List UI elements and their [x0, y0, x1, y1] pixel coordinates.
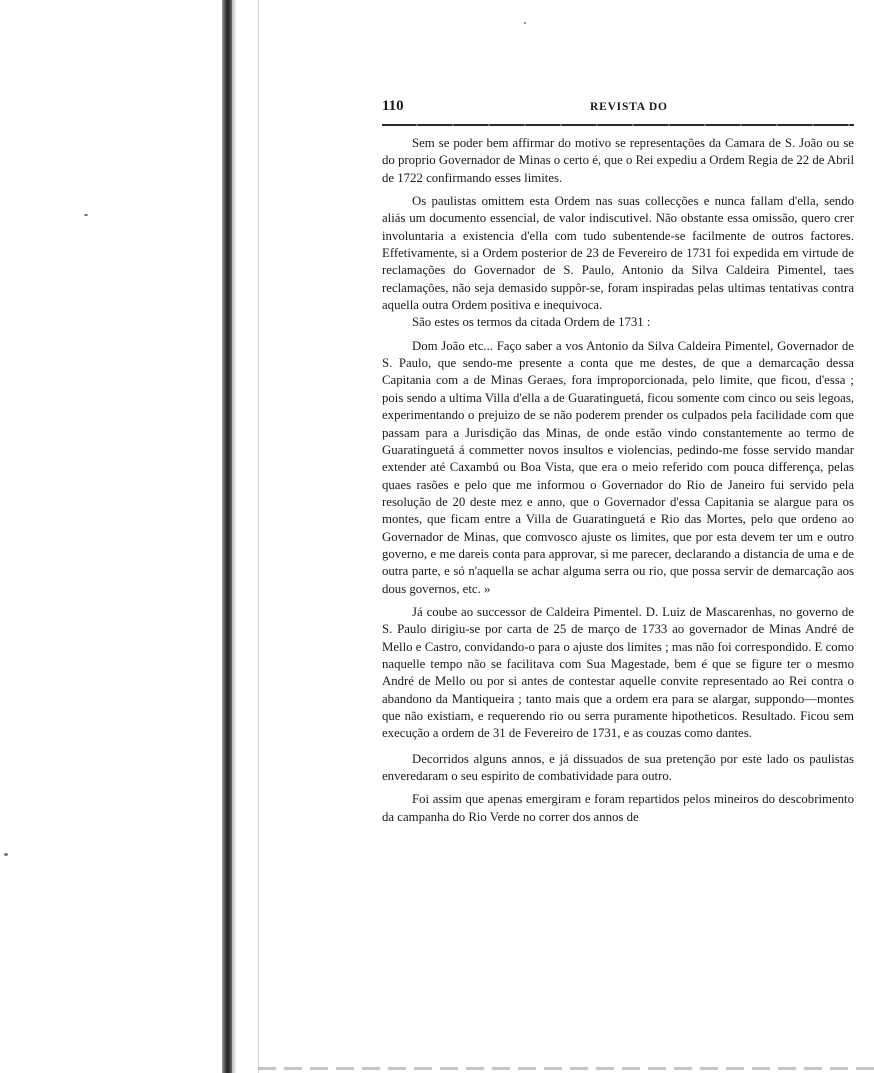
book-page: [382, 97, 854, 824]
page-bottom-edge: [258, 1067, 874, 1070]
quoted-order: Dom João etc... Faço saber a vos Antonio da Silva Caldeira Pimentel, Governador de S. Paulo, que sendo-me presente a conta que me destes, de que a demarcação dessa Capitania com a de Minas Geraes, fora improporcionada, pelo limite, que ficou, d'essa ; pois sendo a ultima Villa d'ella a de Guaratinguetá, ficou somente com cinco ou seis legoas, experimentando o prejuizo de se não poderem prender os culpados pela facilidade com que passam para a Jurisdição das Minas, de onde estão vindo constantemente ao termo de Guaratinguetá á commetter novos insultos e violencias, pedindo-me fosse servido mandar extender até Caxambú ou Boa Vista, que era o meio referido com pouca differença, pelas quaes rasões e pelo que me informou o Governador do Rio de Janeiro fui servido pela resolução de 20 deste mez e anno, que o Governador d'essa Capitania se alargue para os montes, que ficam entre a Villa de Guaratinguetá e Rio das Mortes, pelo que ordeno ao Governador de Minas, que comvosco ajuste os limites, que por esta devem ter um e outro governo, e me dareis conta para approvar, si me parecer, declarando a distancia de uma e de outra parte, e só n'aquella se achar alguma serra ou rio, que possa servir de demarcação aos dous governos, etc. »: [382, 338, 854, 596]
body-text: [382, 135, 854, 826]
paragraph: Os paulistas omittem esta Ordem nas suas collecções e nunca fallam d'ella, sendo aliás um documento essencial, de valor indiscutivel. Não obstante essa omissão, quero crer involuntaria a existencia d'ella com tudo subentende-se facilmente de outros factores. Effetivamente, si a Ordem posterior de 23 de Fevereiro de 1731 foi expedida em virtude de reclamações do Governador de S. Paulo, Antonio da Silva Caldeira Pimentel, taes reclamações, não seja demasido suppôr-se, foram inspiradas pelas ultimas tentativas contra aquella outra Ordem positiva e inequivoca.: [382, 194, 854, 313]
page-number: 110: [382, 98, 404, 114]
running-title: REVISTA DO: [590, 101, 668, 113]
scan-speck: [4, 853, 8, 856]
page-header: [382, 97, 854, 119]
paragraph: Já coube ao successor de Caldeira Pimentel. D. Luiz de Mascarenhas, no governo de S. Paulo dirigiu-se por carta de 25 de março de 1733 ao governador de Minas André de Mello e Castro, convidando-o para o ajuste dos limites ; mas não foi correspondido. E como naquelle tempo não se facilitava com Sua Magestade, bem é que se figure ter o mesmo André de Mello ou por si antes de contestar aquelle convite representado ao Rei contra o abandono da Mantiqueira ; tanto mais que a ordem era para se alargar, suppondo—montes que não existiam, e requerendo rio ou serra puramente hipotheticos. Resultado. Ficou sem execução a ordem de 31 de Fevereiro de 1731, e as couzas como dantes.: [382, 604, 854, 741]
paragraph: Foi assim que apenas emergiram e foram repartidos pelos mineiros do descobrimento da campanha do Rio Verde no correr dos annos de: [382, 792, 854, 824]
book-binding-shadow: [222, 0, 232, 1073]
paragraph: Decorridos alguns annos, e já dissuados de sua pretenção por este lado os paulistas enveredaram o seu espirito de combatividade para outro.: [382, 751, 854, 784]
paragraph: São estes os termos da citada Ordem de 1731 :: [412, 315, 651, 330]
scan-speck: [524, 22, 526, 24]
paragraph: Sem se poder bem affirmar do motivo se representações da Camara de S. João ou se do proprio Governador de Minas o certo é, que o Rei expediu a Ordem Regia de 22 de Abril de 1722 confirmando esses limites.: [382, 136, 854, 185]
page-fold: [232, 0, 236, 1073]
page-edge-line: [258, 0, 259, 1073]
scan-speck: [84, 214, 88, 216]
header-rule: [382, 124, 854, 126]
